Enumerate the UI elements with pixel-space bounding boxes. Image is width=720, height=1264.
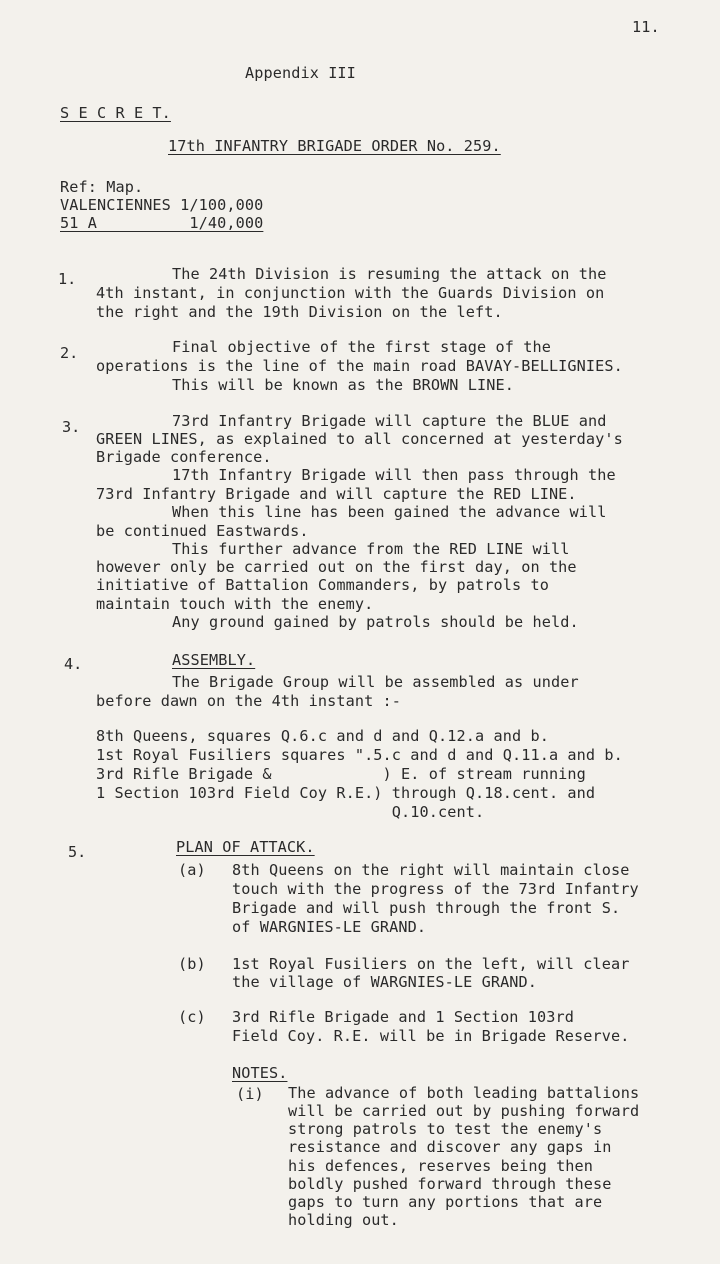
- assembly-unit-line: 1 Section 103rd Field Coy R.E.) through Q.18.cent. and: [96, 784, 596, 802]
- map-reference-valenciennes: VALENCIENNES 1/100,000: [60, 196, 264, 214]
- paragraph-line: Final objective of the first stage of the: [172, 338, 551, 356]
- assembly-unit-line: 8th Queens, squares Q.6.c and d and Q.12.a and b.: [96, 727, 549, 745]
- subparagraph-line: Brigade and will push through the front S.: [232, 899, 621, 917]
- plan-of-attack-heading: PLAN OF ATTACK.: [176, 838, 315, 856]
- paragraph-line: This will be known as the BROWN LINE.: [172, 376, 515, 394]
- paragraph-line: 73rd Infantry Brigade will capture the BLUE and: [172, 412, 607, 430]
- note-line: holding out.: [288, 1211, 399, 1229]
- subparagraph-label: (c): [178, 1008, 206, 1026]
- notes-heading: NOTES.: [232, 1064, 288, 1082]
- paragraph-number: 5.: [68, 843, 87, 861]
- paragraph-line: before dawn on the 4th instant :-: [96, 692, 402, 710]
- note-line: strong patrols to test the enemy's: [288, 1120, 603, 1138]
- order-title: 17th INFANTRY BRIGADE ORDER No. 259.: [168, 137, 501, 155]
- paragraph-line: GREEN LINES, as explained to all concerned at yesterday's: [96, 430, 623, 448]
- paragraph-line: The Brigade Group will be assembled as under: [172, 673, 579, 691]
- note-line: his defences, reserves being then: [288, 1157, 594, 1175]
- paragraph-line: the right and the 19th Division on the left.: [96, 303, 503, 321]
- assembly-unit-line: 1st Royal Fusiliers squares ".5.c and d and Q.11.a and b.: [96, 746, 623, 764]
- note-line: The advance of both leading battalions: [288, 1084, 640, 1102]
- note-line: resistance and discover any gaps in: [288, 1138, 612, 1156]
- subparagraph-line: the village of WARGNIES-LE GRAND.: [232, 973, 538, 991]
- paragraph-line: however only be carried out on the first day, on the: [96, 558, 577, 576]
- paragraph-line: 4th instant, in conjunction with the Guards Division on: [96, 284, 605, 302]
- paragraph-number: 2.: [60, 344, 79, 362]
- subparagraph-line: 3rd Rifle Brigade and 1 Section 103rd: [232, 1008, 575, 1026]
- paragraph-line: maintain touch with the enemy.: [96, 595, 374, 613]
- paragraph-number: 3.: [62, 418, 81, 436]
- paragraph-line: operations is the line of the main road BAVAY-BELLIGNIES.: [96, 357, 623, 375]
- note-line: will be carried out by pushing forward: [288, 1102, 640, 1120]
- paragraph-line: 73rd Infantry Brigade and will capture the RED LINE.: [96, 485, 577, 503]
- classification-label: S E C R E T.: [60, 104, 171, 122]
- note-line: boldly pushed forward through these: [288, 1175, 612, 1193]
- paragraph-line: This further advance from the RED LINE will: [172, 540, 570, 558]
- paragraph-line: Brigade conference.: [96, 448, 272, 466]
- note-line: gaps to turn any portions that are: [288, 1193, 603, 1211]
- paragraph-line: The 24th Division is resuming the attack on the: [172, 265, 607, 283]
- paragraph-line: Any ground gained by patrols should be held.: [172, 613, 579, 631]
- map-reference-51a: 51 A 1/40,000: [60, 214, 264, 232]
- paragraph-line: 17th Infantry Brigade will then pass through the: [172, 466, 616, 484]
- subparagraph-label: (b): [178, 955, 206, 973]
- assembly-unit-line: 3rd Rifle Brigade & ) E. of stream running: [96, 765, 586, 783]
- subparagraph-line: 1st Royal Fusiliers on the left, will clear: [232, 955, 630, 973]
- subparagraph-line: touch with the progress of the 73rd Infantry: [232, 880, 639, 898]
- subparagraph-line: of WARGNIES-LE GRAND.: [232, 918, 427, 936]
- page-number: 11.: [632, 18, 660, 36]
- appendix-label: Appendix III: [245, 64, 356, 82]
- subparagraph-label: (a): [178, 861, 206, 879]
- map-reference-heading: Ref: Map.: [60, 178, 144, 196]
- paragraph-line: When this line has been gained the advance will: [172, 503, 607, 521]
- paragraph-number: 4.: [64, 655, 83, 673]
- paragraph-line: initiative of Battalion Commanders, by patrols to: [96, 576, 549, 594]
- paragraph-number: 1.: [58, 270, 77, 288]
- paragraph-line: be continued Eastwards.: [96, 522, 309, 540]
- subparagraph-line: 8th Queens on the right will maintain close: [232, 861, 630, 879]
- assembly-heading: ASSEMBLY.: [172, 651, 256, 669]
- assembly-unit-line: Q.10.cent.: [96, 803, 485, 821]
- note-label: (i): [236, 1085, 264, 1103]
- subparagraph-line: Field Coy. R.E. will be in Brigade Reserve.: [232, 1027, 630, 1045]
